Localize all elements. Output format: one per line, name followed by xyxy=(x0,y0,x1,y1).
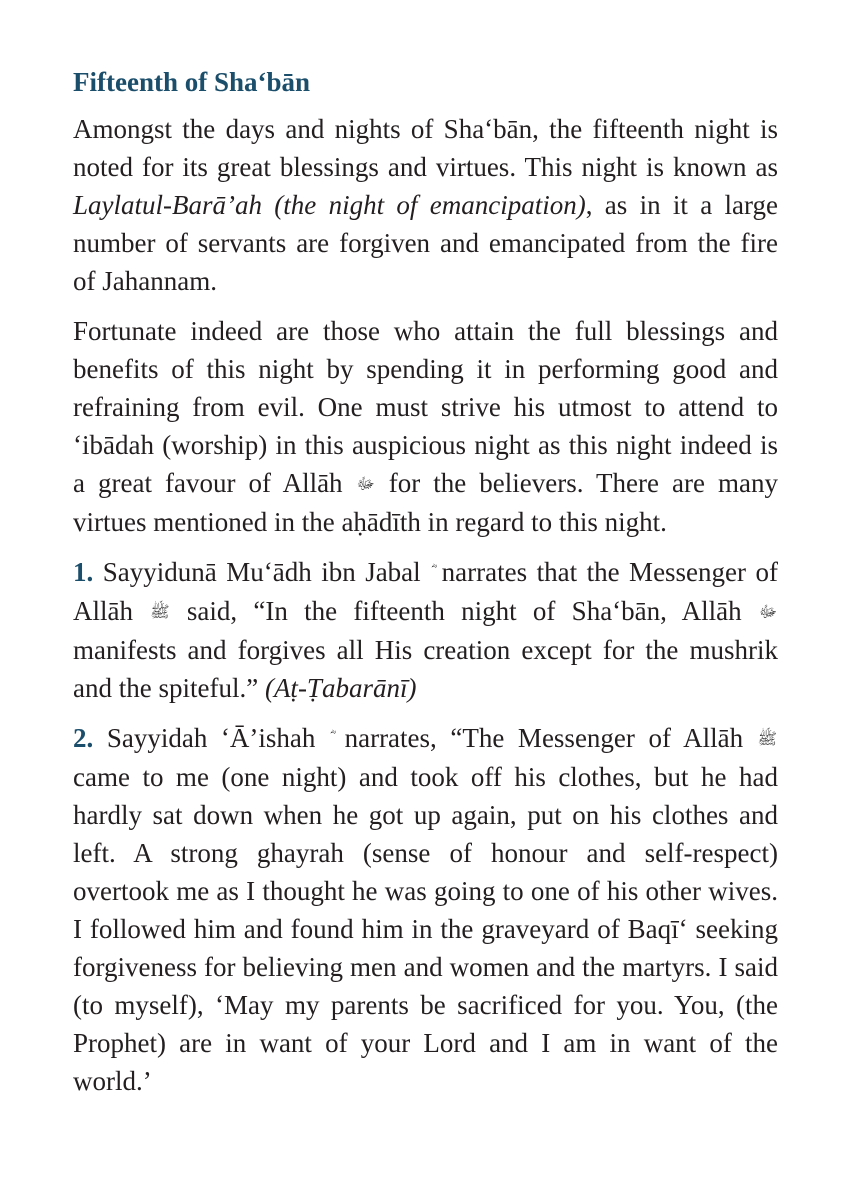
hadith-2-number: 2. xyxy=(73,723,94,753)
hadith-1-text-b: narrates that the Messenger of Allāh xyxy=(73,557,779,626)
hadith-1 xyxy=(73,553,778,707)
paragraph-intro xyxy=(73,110,778,300)
paragraph-fortunate xyxy=(73,312,778,541)
section-heading: Fifteenth of Sha‘bān xyxy=(73,67,311,97)
allah-honorific-icon: ﷻ xyxy=(758,602,778,621)
hadith-1-text-c: said, “In the fifteenth night of Sha‘bān, Allāh xyxy=(170,596,742,626)
intro-text-2: , as in it a large number of servants are forgiven and emancipated from the fire of Jahannam. xyxy=(73,190,778,296)
intro-text-1: Amongst the days and nights of Sha‘bān, the fifteenth night is noted for its great blessings and virtues. This night is known as xyxy=(73,114,778,182)
allah-honorific-icon: ﷻ xyxy=(356,474,375,493)
hadith-2-text-c: came to me (one night) and took off his clothes, but he had hardly sat down when he got up again, put on his clothes and left. A strong ghayrah (sense of honour and self-respect) overtook me as I thought he was going to one of his other wives. I followed him and found him in the graveyard of Baqī‘ seeking forgiveness for believing men and women and the martyrs. I said (to myself), ‘May my parents be sacrificed for you. You, (the Prophet) are in want of your Lord and I am in want of the world.’ xyxy=(73,762,778,1096)
fortunate-text-2: for the believers. There are many virtues mentioned in the aḥādīth in regard to this night. xyxy=(73,468,778,537)
hadith-2-text-b: narrates, “The Messenger of Allāh xyxy=(331,723,744,753)
hadith-2-text-a: Sayyidah ‘Ā’ishah xyxy=(93,723,316,753)
hadith-1-text-a: Sayyidunā Mu‘ādh ibn Jabal xyxy=(93,557,421,587)
intro-italic-term: Laylatul-Barā’ah (the night of emancipation) xyxy=(73,190,586,220)
hadith-1-number: 1. xyxy=(73,557,94,587)
fortunate-text-1: Fortunate indeed are those who attain the full blessings and benefits of this night by spending it in performing good and refraining from evil. One must strive his utmost to attend to ‘ibādah (worship) in this auspicious night as this night indeed is a great favour of Allāh xyxy=(73,316,778,498)
prophet-honorific-icon: ﷺ xyxy=(757,729,777,748)
hadith-1-text-d: manifests and forgives all His creation except for the mushrik and the spiteful.” xyxy=(73,635,778,703)
prophet-honorific-icon: ﷺ xyxy=(150,602,170,621)
hadith-2 xyxy=(73,719,778,1100)
hadith-1-source: (Aṭ-Ṭabarānī) xyxy=(264,673,417,703)
